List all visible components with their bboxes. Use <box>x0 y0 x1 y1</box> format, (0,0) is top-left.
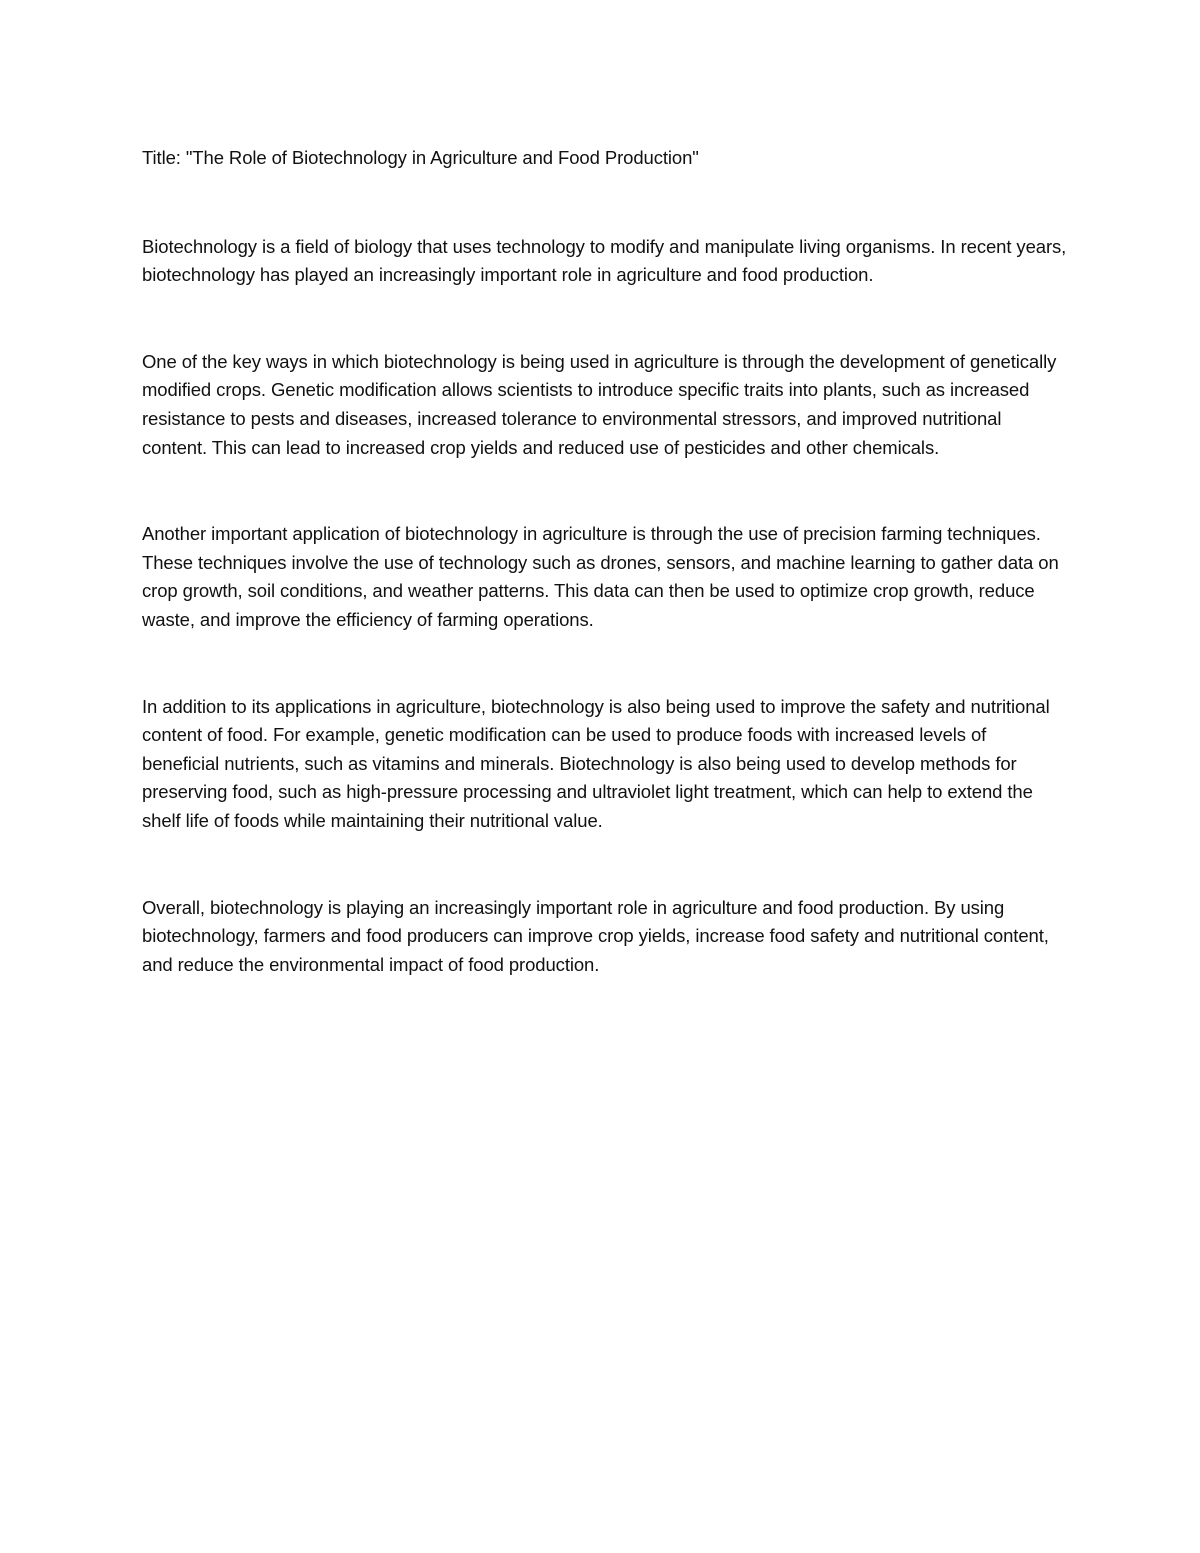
paragraph-conclusion: Overall, biotechnology is playing an increasingly important role in agriculture and food production. By using biotechnology, farmers and food producers can improve crop yields, increase food safety and nutritional content, and reduce the environmental impact of food production. <box>142 896 1049 975</box>
document-body <box>142 144 1067 979</box>
paragraph-food-safety: In addition to its applications in agriculture, biotechnology is also being used to improve the safety and nutritional content of food. For example, genetic modification can be used to produce foods with increased levels of beneficial nutrients, such as vitamins and minerals. Biotechnology is also being used to develop methods for preserving food, such as high-pressure processing and ultraviolet light treatment, which can help to extend the shelf life of foods while maintaining their nutritional value. <box>142 695 1050 831</box>
paragraph-gm-crops: One of the key ways in which biotechnology is being used in agriculture is through the development of genetically modified crops. Genetic modification allows scientists to introduce specific traits into plants, such as increased resistance to pests and diseases, increased tolerance to environmental stressors, and improved nutritional content. This can lead to increased crop yields and reduced use of pesticides and other chemicals. <box>142 350 1057 458</box>
paragraph-precision-farming: Another important application of biotechnology in agriculture is through the use of precision farming techniques. These techniques involve the use of technology such as drones, sensors, and machine learning to gather data on crop growth, soil conditions, and weather patterns. This data can then be used to optimize crop growth, reduce waste, and improve the efficiency of farming operations. <box>142 523 1059 630</box>
paragraph-intro: Biotechnology is a field of biology that uses technology to modify and manipulate living organisms. In recent years, biotechnology has played an increasingly important role in agriculture and food production. <box>142 235 1067 286</box>
document-title: Title: "The Role of Biotechnology in Agriculture and Food Production" <box>142 147 699 168</box>
